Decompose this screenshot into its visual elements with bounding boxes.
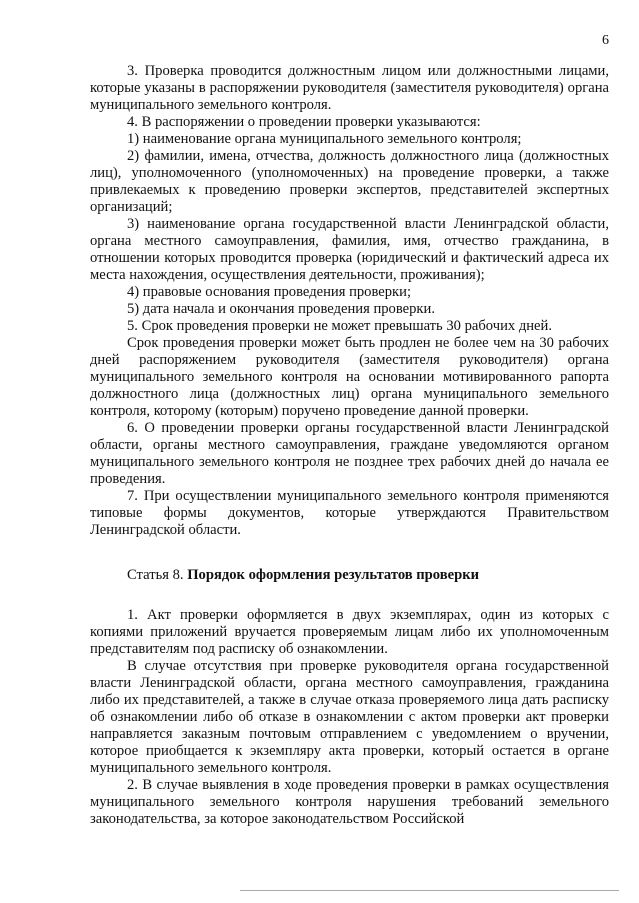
document-body	[90, 63, 609, 828]
page-number: 6	[602, 33, 609, 48]
paragraph: 3. Проверка проводится должностным лицом или должностными лицами, которые указаны в распоряжении руководителя (заместителя руководителя) органа муниципального земельного контроля.	[90, 63, 609, 113]
paragraph: Срок проведения проверки может быть продлен не более чем на 30 рабочих дней распоряжением руководителя (заместителя руководителя) органа муниципального земельного контроля на основании мотивированного рапорта должностного лица (должностных лиц) органа муниципального земельного контроля, которому (которым) поручено проведение данной проверки.	[90, 335, 609, 419]
paragraph: 2. В случае выявления в ходе проведения проверки в рамках осуществления муниципального земельного контроля нарушения требований земельного законодательства, за которое законодательством Российской	[90, 777, 609, 827]
article-heading	[90, 567, 609, 584]
paragraph: 2) фамилии, имена, отчества, должность должностного лица (должностных лиц), уполномоченного (уполномоченных) на проведение проверки, а также привлекаемых к проведению проверки экспертов, представителей экспертных организаций;	[90, 148, 609, 215]
scan-edge-line	[240, 890, 619, 891]
paragraph: В случае отсутствия при проверке руководителя органа государственной власти Ленинградской области, органа местного самоуправления, гражданина либо их представителей, а также в случае отказа проверяемого лица дать расписку об ознакомлении либо об отказе в ознакомлении с актом проверки акт проверки направляется заказным почтовым отправлением с уведомлением о вручении, которое приобщается к экземпляру акта проверки, который остается в органе муниципального земельного контроля.	[90, 658, 609, 776]
article-prefix: Статья 8.	[127, 567, 188, 583]
paragraph: 5. Срок проведения проверки не может превышать 30 рабочих дней.	[127, 318, 552, 334]
paragraph: 4. В распоряжении о проведении проверки указываются:	[127, 114, 481, 130]
article-title: Порядок оформления результатов проверки	[187, 567, 480, 583]
paragraph: 6. О проведении проверки органы государственной власти Ленинградской области, органы местного самоуправления, граждане уведомляются органом муниципального земельного контроля не позднее трех рабочих дней до начала ее проведения.	[90, 420, 609, 487]
paragraph: 1. Акт проверки оформляется в двух экземплярах, один из которых с копиями приложений вручается проверяемым лицам либо их уполномоченным представителям под расписку об ознакомлении.	[90, 607, 609, 657]
paragraph: 7. При осуществлении муниципального земельного контроля применяются типовые формы документов, которые утверждаются Правительством Ленинградской области.	[90, 488, 609, 538]
paragraph: 1) наименование органа муниципального земельного контроля;	[127, 131, 522, 147]
paragraph: 3) наименование органа государственной власти Ленинградской области, органа местного самоуправления, фамилия, имя, отчество гражданина, в отношении которых проводится проверка (юридический и фактический адреса их места нахождения, осуществления деятельности, проживания);	[90, 216, 609, 283]
paragraph: 4) правовые основания проведения проверки;	[127, 284, 412, 300]
paragraph: 5) дата начала и окончания проведения проверки.	[127, 301, 435, 317]
